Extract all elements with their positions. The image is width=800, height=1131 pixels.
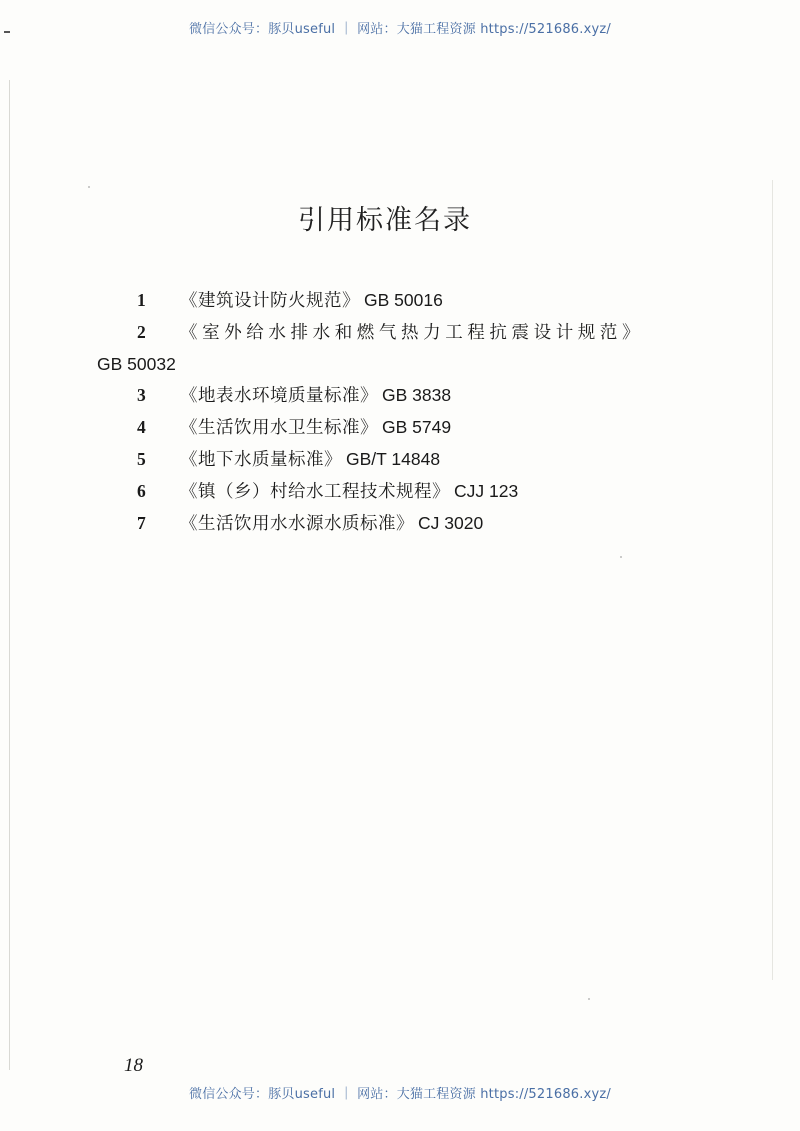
scan-speck <box>88 186 90 188</box>
reference-item <box>97 508 697 540</box>
reference-title: 《建筑设计防火规范》 <box>180 291 360 311</box>
reference-code: GB/T 14848 <box>346 449 441 469</box>
reference-number: 6 <box>137 481 146 501</box>
reference-item <box>97 476 697 508</box>
reference-number: 1 <box>137 290 146 310</box>
reference-list <box>97 285 697 540</box>
scan-edge-right <box>772 180 773 980</box>
reference-title: 《地表水环境质量标准》 <box>180 386 378 406</box>
reference-item <box>97 412 697 444</box>
reference-item <box>97 285 697 317</box>
reference-number: 3 <box>137 385 146 405</box>
watermark-bottom: 微信公众号：豚贝useful ｜ 网站：大猫工程资源 https://521686.xyz/ <box>189 1087 611 1102</box>
reference-code: GB 50032 <box>97 354 176 374</box>
reference-title: 《生活饮用水水源水质标准》 <box>180 514 414 534</box>
page-title: 引用标准名录 <box>298 205 472 236</box>
reference-item <box>97 444 697 476</box>
scan-speck <box>620 556 622 558</box>
reference-code: CJJ 123 <box>454 481 519 501</box>
scan-mark <box>4 31 10 33</box>
reference-number: 2 <box>137 322 146 342</box>
reference-item <box>97 380 697 412</box>
page-number: 18 <box>124 1055 143 1076</box>
reference-title: 《镇（乡）村给水工程技术规程》 <box>180 482 450 502</box>
reference-number: 5 <box>137 449 146 469</box>
reference-code: CJ 3020 <box>418 513 484 533</box>
reference-item <box>97 317 697 380</box>
reference-code: GB 3838 <box>382 385 452 405</box>
watermark-top: 微信公众号：豚贝useful ｜ 网站：大猫工程资源 https://521686.xyz/ <box>189 22 611 37</box>
scan-speck <box>588 998 590 1000</box>
reference-code: GB 50016 <box>364 290 443 310</box>
reference-number: 4 <box>137 417 146 437</box>
reference-title: 《生活饮用水卫生标准》 <box>180 418 378 438</box>
reference-title: 《地下水质量标准》 <box>180 450 342 470</box>
reference-title: 《室外给水排水和燃气热力工程抗震设计规范》 <box>180 323 645 343</box>
reference-number: 7 <box>137 513 146 533</box>
reference-code: GB 5749 <box>382 417 452 437</box>
